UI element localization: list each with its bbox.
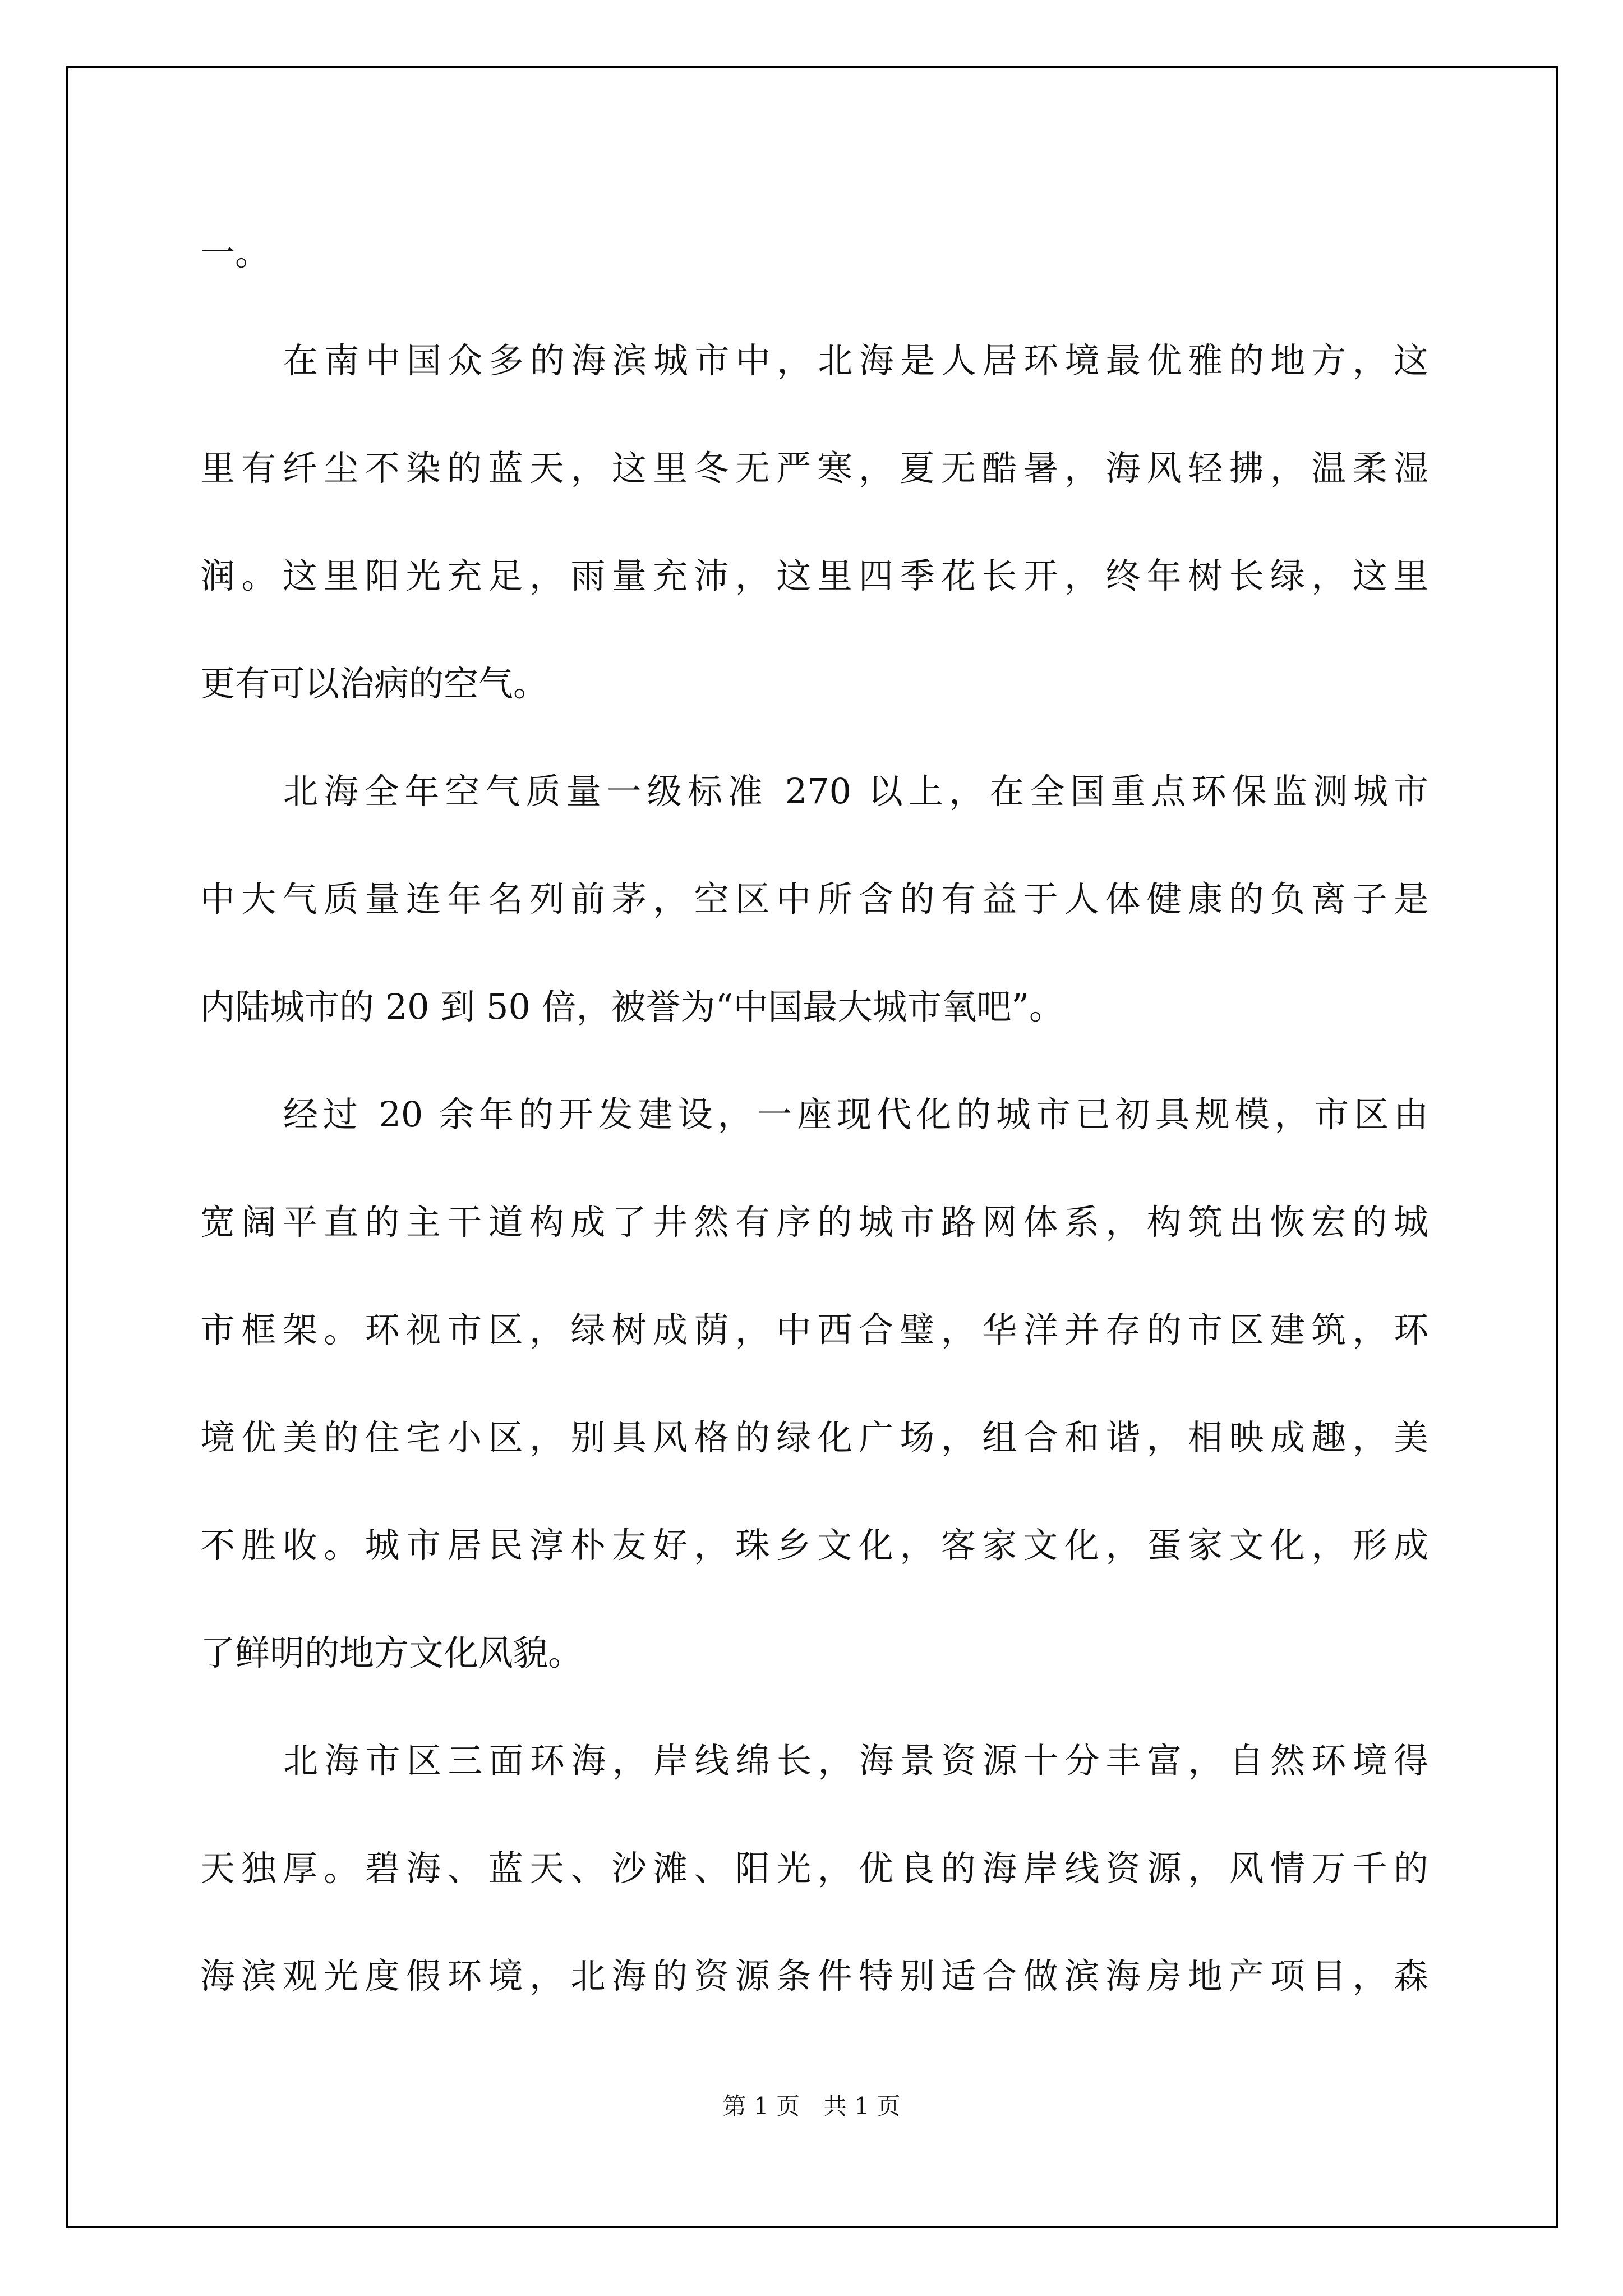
text-line: 北海全年空气质量一级标准 270 以上，在全国重点环保监测城市 xyxy=(283,771,1428,812)
text-line: 宽阔平直的主干道构成了井然有序的城市路网体系，构筑出恢宏的城 xyxy=(200,1202,1428,1243)
text-line: 在南中国众多的海滨城市中，北海是人居环境最优雅的地方，这 xyxy=(283,340,1428,381)
text-line: 市框架。环视市区，绿树成荫，中西合璧，华洋并存的市区建筑，环 xyxy=(200,1309,1428,1350)
text-line: 境优美的住宅小区，别具风格的绿化广场，组合和谐，相映成趣，美 xyxy=(200,1417,1428,1458)
text-line: 了鲜明的地方文化风貌。 xyxy=(200,1632,583,1673)
text-line: 润。这里阳光充足，雨量充沛，这里四季花长开，终年树长绿，这里 xyxy=(200,555,1428,596)
text-line: 更有可以治病的空气。 xyxy=(200,663,548,704)
text-line: 海滨观光度假环境，北海的资源条件特别适合做滨海房地产项目，森 xyxy=(200,1955,1428,1996)
text-line: 天独厚。碧海、蓝天、沙滩、阳光，优良的海岸线资源，风情万千的 xyxy=(200,1848,1428,1889)
page-number-label: 第 1 页 共 1 页 xyxy=(722,2092,901,2120)
text-line: 北海市区三面环海，岸线绵长，海景资源十分丰富，自然环境得 xyxy=(283,1740,1428,1781)
text-line: 内陆城市的 20 到 50 倍，被誉为“中国最大城市氧吧”。 xyxy=(200,986,1064,1027)
text-line: 里有纤尘不染的蓝天，这里冬无严寒，夏无酷暑，海风轻拂，温柔湿 xyxy=(200,448,1428,489)
page-footer xyxy=(0,2088,1623,2122)
text-line: 经过 20 余年的开发建设，一座现代化的城市已初具规模，市区由 xyxy=(283,1094,1428,1135)
text-line: 中大气质量连年名列前茅，空区中所含的有益于人体健康的负离子是 xyxy=(200,878,1428,919)
text-line: 不胜收。城市居民淳朴友好，珠乡文化，客家文化，蛋家文化，形成 xyxy=(200,1525,1428,1566)
text-line: 一。 xyxy=(200,232,270,273)
document-body xyxy=(200,199,1428,2030)
